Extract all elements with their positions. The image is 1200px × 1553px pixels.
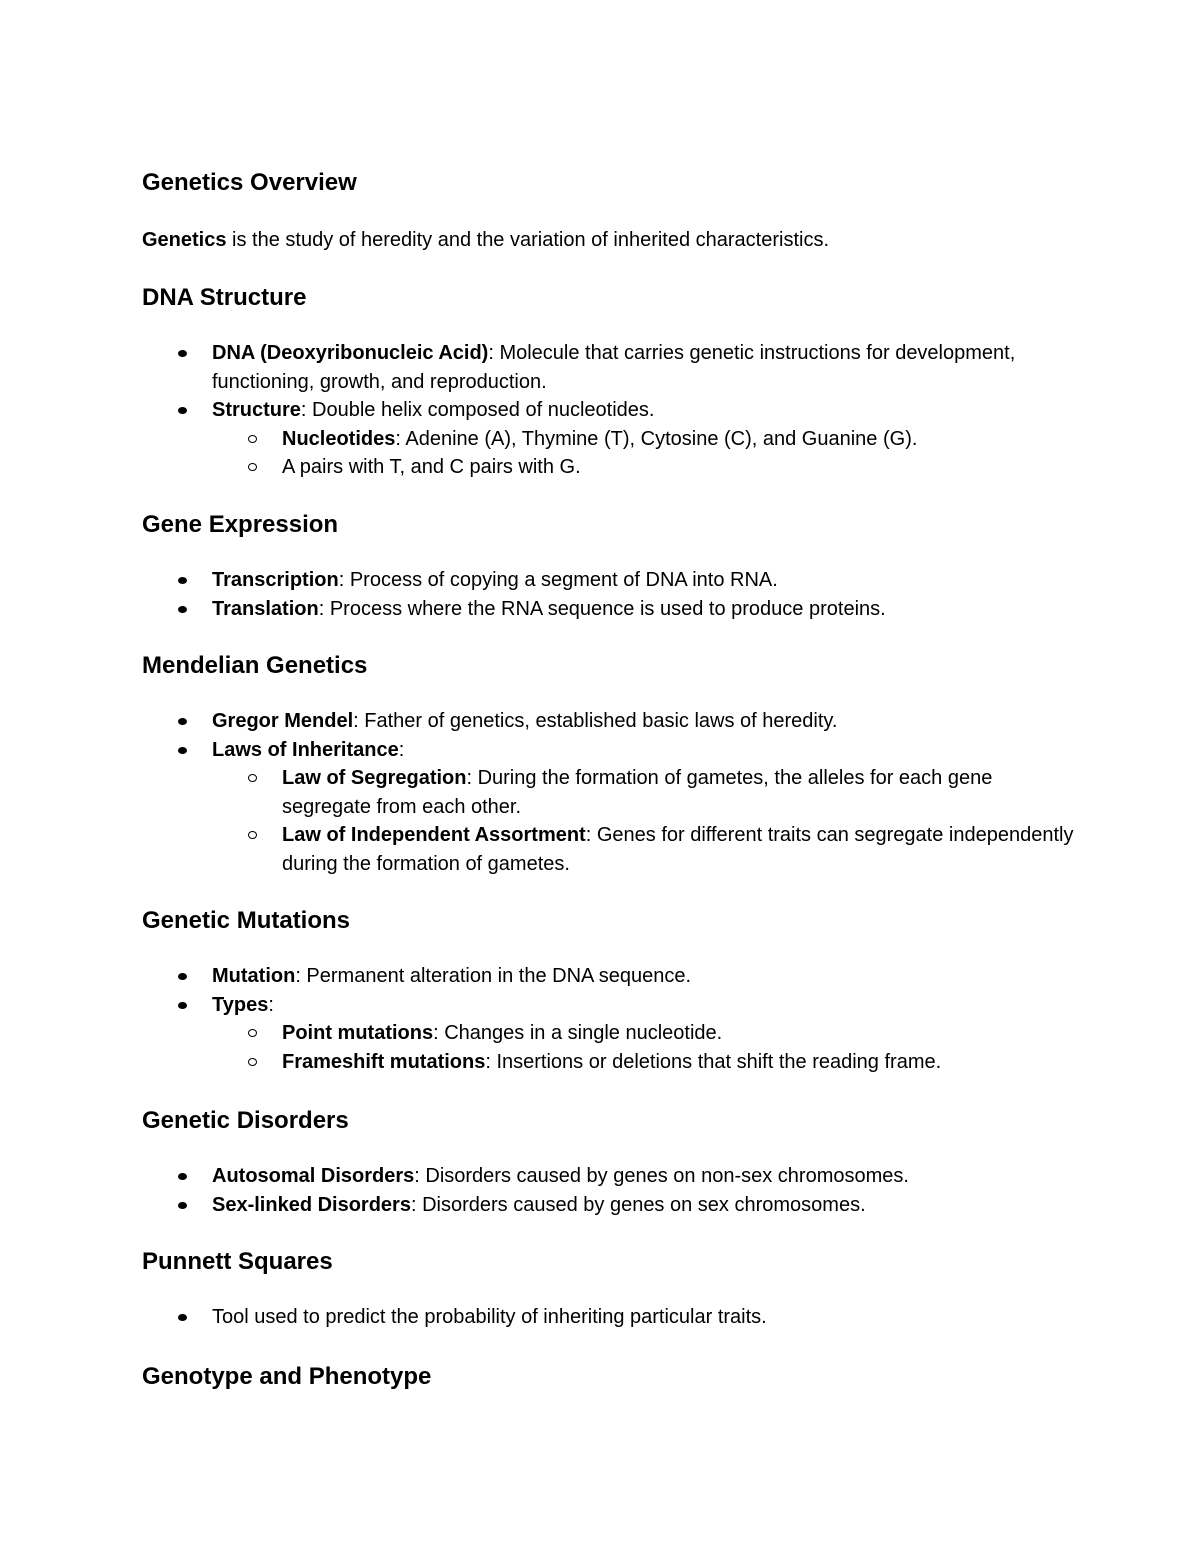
bullet-list (142, 1162, 1082, 1219)
sub-list-item (212, 1019, 1082, 1048)
item-term: DNA (Deoxyribonucleic Acid) (212, 342, 489, 364)
section-gene-expression (142, 510, 1082, 623)
item-term: Mutation (212, 965, 296, 987)
list-item (142, 1191, 1082, 1220)
item-term: Transcription (212, 569, 339, 591)
section-genetic-mutations (142, 906, 1082, 1076)
section-dna-structure (142, 283, 1082, 482)
item-text: : Disorders caused by genes on non-sex chromosomes. (414, 1165, 909, 1187)
intro-term: Genetics (142, 229, 227, 251)
item-text: : Adenine (A), Thymine (T), Cytosine (C), and Guanine (G). (395, 427, 918, 450)
list-item (142, 339, 1082, 396)
item-term: Point mutations (282, 1022, 434, 1044)
bullet-list (142, 962, 1082, 1076)
section-heading: Gene Expression (142, 511, 339, 538)
item-text: : Genes for different traits can segregate independently during the formation of gametes. (282, 824, 1074, 875)
bullet-list (142, 339, 1082, 482)
list-item (142, 595, 1082, 624)
item-term: Law of Independent Assortment (282, 824, 586, 846)
list-item (142, 566, 1082, 595)
item-text: A pairs with T, and C pairs with G. (282, 456, 581, 478)
sub-list (212, 425, 1082, 482)
list-item (142, 736, 1082, 879)
item-text: : Process where the RNA sequence is used to produce proteins. (318, 597, 886, 620)
sub-list-item (212, 453, 1082, 482)
item-text: : (398, 738, 405, 761)
sub-list-item (212, 1048, 1082, 1077)
list-item (142, 962, 1082, 991)
bullet-list (142, 707, 1082, 878)
section-heading: Punnett Squares (142, 1248, 333, 1275)
item-term: Translation (212, 597, 319, 620)
bullet-list (142, 1303, 1082, 1332)
item-text: : Process of copying a segment of DNA into RNA. (338, 569, 778, 591)
item-text: : Disorders caused by genes on sex chromosomes. (410, 1193, 866, 1216)
item-text: : Father of genetics, established basic laws of heredity. (353, 710, 838, 732)
section-heading: Genetic Mutations (142, 907, 351, 934)
intro-text: is the study of heredity and the variation of inherited characteristics. (226, 229, 830, 251)
item-term: Law of Segregation (282, 767, 467, 789)
bullet-list (142, 566, 1082, 623)
item-term: Nucleotides (282, 427, 396, 450)
section-heading: Genotype and Phenotype (142, 1363, 432, 1390)
list-item (142, 396, 1082, 482)
section-punnett-squares (142, 1247, 1082, 1332)
list-item (142, 1303, 1082, 1332)
item-term: Laws of Inheritance (212, 738, 399, 761)
item-term: Autosomal Disorders (212, 1165, 415, 1187)
list-item (142, 1162, 1082, 1191)
intro-paragraph (142, 226, 829, 254)
item-text: : Double helix composed of nucleotides. (300, 399, 655, 421)
sub-list (212, 764, 1082, 878)
sub-list (212, 1019, 1082, 1076)
section-heading: DNA Structure (142, 284, 307, 311)
section-mendelian-genetics (142, 651, 1082, 878)
item-term: Structure (212, 399, 301, 421)
item-term: Sex-linked Disorders (212, 1193, 411, 1216)
section-heading: Mendelian Genetics (142, 652, 368, 679)
document-title: Genetics Overview (142, 169, 357, 196)
item-text: : (268, 993, 274, 1016)
list-item (142, 991, 1082, 1077)
section-genotype-phenotype (142, 1362, 1082, 1418)
item-term: Gregor Mendel (212, 710, 354, 732)
item-text: Tool used to predict the probability of inheriting particular traits. (212, 1306, 767, 1328)
item-term: Frameshift mutations (282, 1050, 486, 1073)
item-term: Types (212, 993, 269, 1016)
sub-list-item (212, 821, 1082, 878)
item-text: : Insertions or deletions that shift the reading frame. (485, 1050, 942, 1073)
list-item (142, 707, 1082, 736)
section-heading: Genetic Disorders (142, 1107, 349, 1134)
item-text: : During the formation of gametes, the alleles for each gene segregate from each other. (282, 767, 993, 818)
item-text: : Changes in a single nucleotide. (433, 1022, 723, 1044)
item-text: : Molecule that carries genetic instructions for development, functioning, growth, and reproduction. (212, 342, 1016, 393)
sub-list-item (212, 764, 1082, 821)
item-text: : Permanent alteration in the DNA sequence. (295, 965, 692, 987)
section-genetic-disorders (142, 1106, 1082, 1219)
sub-list-item (212, 425, 1082, 454)
